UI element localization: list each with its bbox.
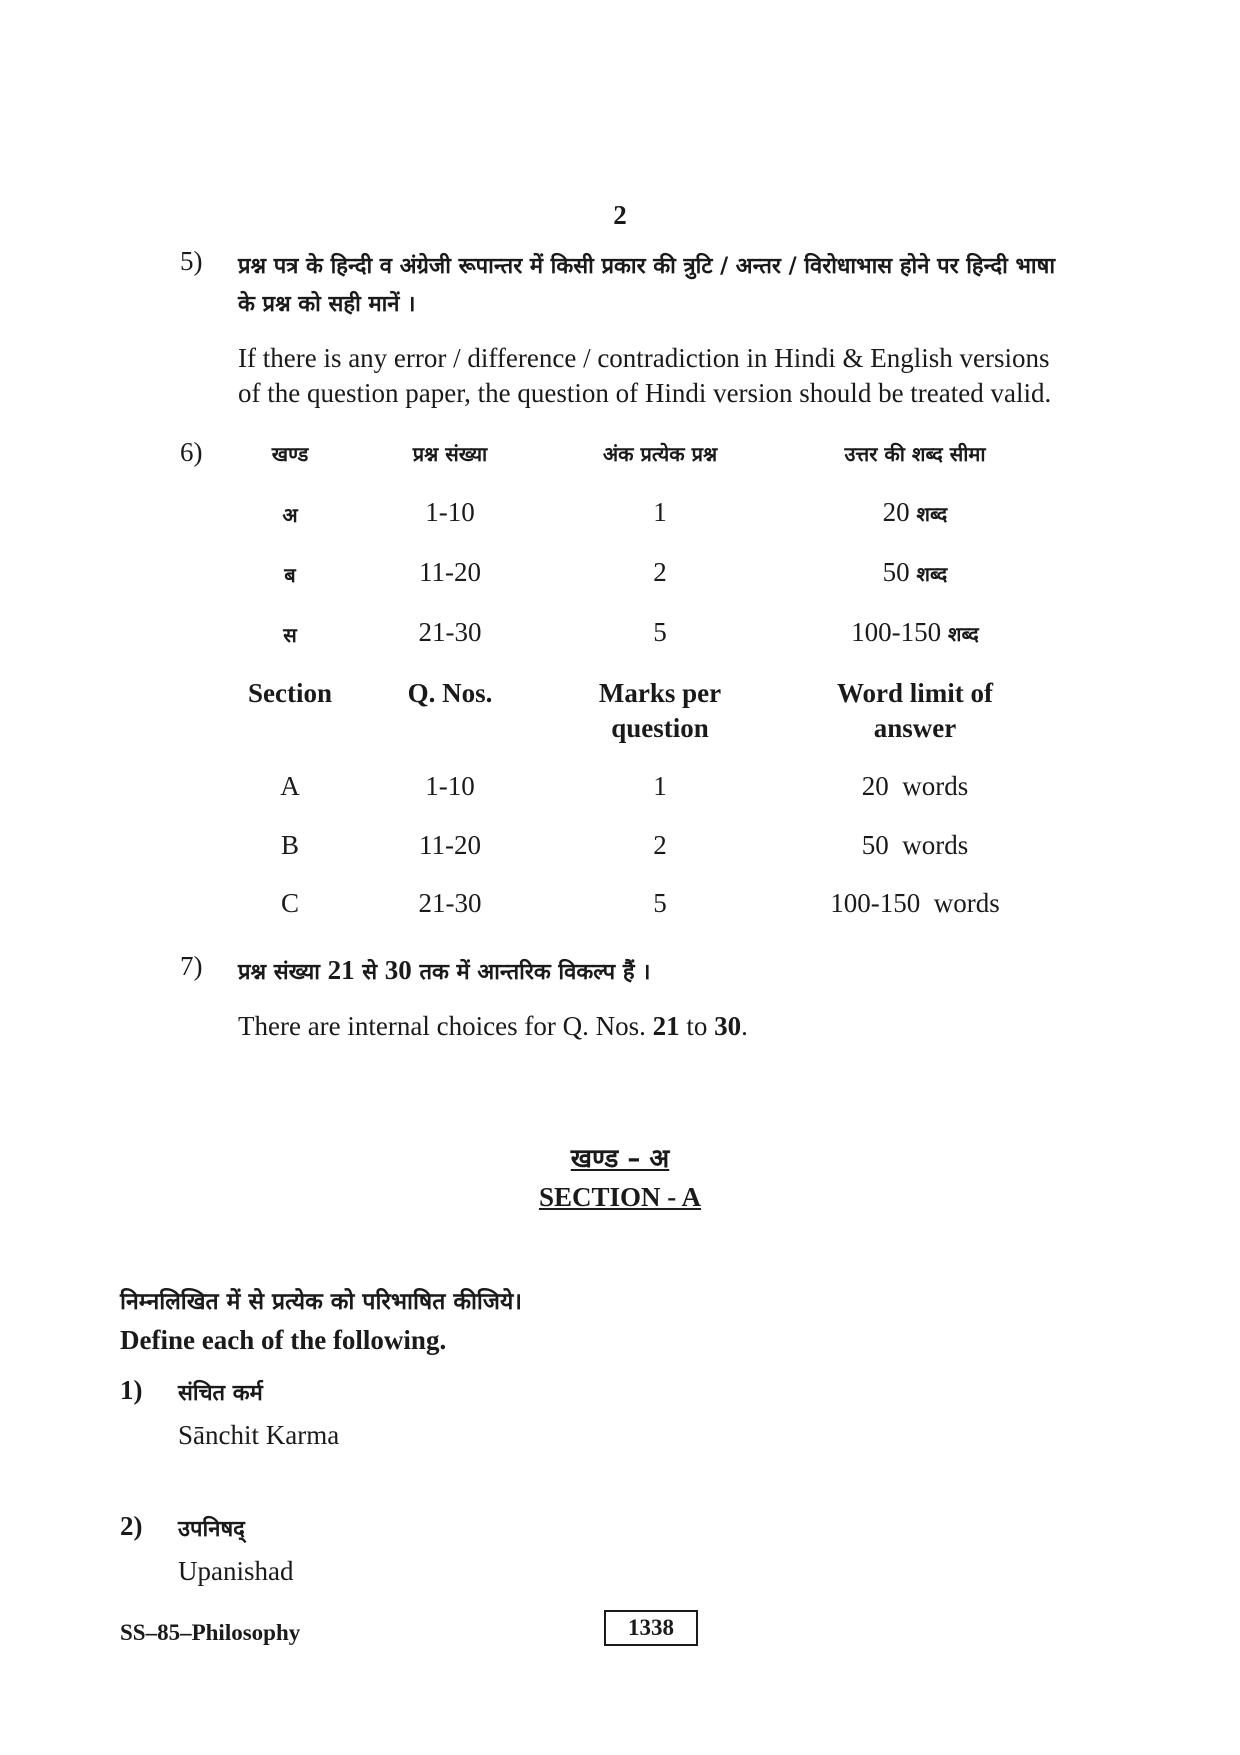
english-header-limit xyxy=(770,676,1060,746)
hindi-row-limit-num: 100-150 xyxy=(851,617,942,647)
english-row xyxy=(230,771,1060,802)
question-1-english: Sānchit Karma xyxy=(178,1420,340,1450)
english-row-limit: 100-150 words xyxy=(830,888,1000,918)
english-row-section: A xyxy=(280,771,300,801)
english-header-marks-line1: Marks per xyxy=(598,678,722,708)
hindi-row-limit-word: शब्द xyxy=(947,622,979,646)
english-row-qnos: 1-10 xyxy=(425,771,475,801)
section-heading-english: SECTION - A xyxy=(538,1182,702,1212)
english-row-marks: 2 xyxy=(653,830,667,860)
hindi-row-limit xyxy=(770,557,1060,588)
hindi-row-marks: 5 xyxy=(653,617,667,647)
english-row xyxy=(230,830,1060,861)
hindi-row-marks: 1 xyxy=(653,497,667,527)
hindi-row-section: अ xyxy=(282,503,298,527)
english-row-marks: 5 xyxy=(653,888,667,918)
english-header-section: Section xyxy=(248,678,332,708)
hindi-header-section: खण्ड xyxy=(271,442,309,466)
item-7-number: 7) xyxy=(180,951,203,981)
hindi-row-limit xyxy=(770,617,1060,648)
item-7-hindi-e: तक में आन्तरिक विकल्प हैं । xyxy=(411,960,651,985)
item-7-english-e: . xyxy=(741,1011,748,1041)
item-6-number: 6) xyxy=(180,437,203,467)
english-header-limit-line2: answer xyxy=(873,713,957,743)
hindi-row-section: ब xyxy=(284,563,296,587)
question-2-hindi: उपनिषद् xyxy=(178,1517,245,1542)
question-1-number: 1) xyxy=(120,1375,143,1405)
paper-box-code: 1338 xyxy=(604,1610,698,1646)
item-7-english-num-21: 21 xyxy=(652,1011,680,1041)
english-row-marks: 1 xyxy=(653,771,667,801)
question-1-hindi: संचित कर्म xyxy=(178,1381,263,1406)
hindi-row-qnos: 11-20 xyxy=(419,557,481,587)
directive-english: Define each of the following. xyxy=(120,1325,447,1355)
hindi-header-marks: अंक प्रत्येक प्रश्न xyxy=(602,442,718,466)
directive-hindi: निम्नलिखित में से प्रत्येक को परिभाषित कीजिये। xyxy=(120,1289,523,1315)
item-5-english-line1: If there is any error / difference / contradiction in Hindi & English versions xyxy=(238,343,1050,373)
hindi-header-row xyxy=(230,440,1060,467)
item-5-english-line2: of the question paper, the question of Hindi version should be treated valid. xyxy=(238,378,1052,408)
hindi-row-limit-num: 20 xyxy=(882,497,910,527)
item-5-hindi-line1: प्रश्न पत्र के हिन्दी व अंग्रेजी रूपान्तर में किसी प्रकार की त्रुटि / अन्तर / विरोधाभास होने पर हिन्दी भाषा xyxy=(238,254,1056,279)
hindi-row-qnos: 1-10 xyxy=(425,497,475,527)
question-2-number: 2) xyxy=(120,1511,143,1541)
english-row-limit: 20 words xyxy=(861,771,969,801)
english-row-qnos: 11-20 xyxy=(419,830,481,860)
english-row-qnos: 21-30 xyxy=(418,888,482,918)
hindi-header-limit: उत्तर की शब्द सीमा xyxy=(844,442,986,466)
item-7-english-a: There are internal choices for Q. Nos. xyxy=(238,1011,653,1041)
page-number: 2 xyxy=(613,200,627,230)
hindi-row-limit xyxy=(770,497,1060,528)
hindi-row-limit-num: 50 xyxy=(882,557,910,587)
section-heading-hindi: खण्ड – अ xyxy=(570,1144,670,1174)
english-header-row xyxy=(230,676,1060,746)
hindi-row xyxy=(230,497,1060,528)
english-row xyxy=(230,888,1060,919)
item-5-hindi-line2: के प्रश्न को सही मानें । xyxy=(238,292,416,317)
hindi-row xyxy=(230,557,1060,588)
item-5-number: 5) xyxy=(180,246,203,276)
hindi-row-qnos: 21-30 xyxy=(418,617,482,647)
english-row-limit: 50 words xyxy=(861,830,969,860)
hindi-row xyxy=(230,617,1060,648)
item-7-hindi-num-30: 30 xyxy=(384,955,412,985)
item-7-hindi-a: प्रश्न संख्या xyxy=(238,960,328,985)
item-7-hindi-num-21: 21 xyxy=(327,955,355,985)
item-7-english xyxy=(238,1009,748,1044)
hindi-row-limit-word: शब्द xyxy=(916,502,948,526)
english-header-marks-line2: question xyxy=(611,713,709,743)
english-header-qnos: Q. Nos. xyxy=(407,678,493,708)
english-row-section: C xyxy=(280,888,299,918)
item-7-hindi xyxy=(238,955,651,986)
paper-code: SS–85–Philosophy xyxy=(120,1620,301,1645)
item-7-hindi-c: से xyxy=(354,960,385,985)
english-header-limit-line1: Word limit of xyxy=(837,678,993,708)
item-7-english-c: to xyxy=(679,1011,715,1041)
hindi-row-section: स xyxy=(283,623,297,647)
hindi-row-limit-word: शब्द xyxy=(916,562,948,586)
hindi-header-qnos: प्रश्न संख्या xyxy=(412,442,488,466)
hindi-row-marks: 2 xyxy=(653,557,667,587)
item-7-english-num-30: 30 xyxy=(714,1011,742,1041)
english-header-marks xyxy=(550,676,770,746)
question-2-english: Upanishad xyxy=(178,1556,294,1586)
english-row-section: B xyxy=(280,830,299,860)
